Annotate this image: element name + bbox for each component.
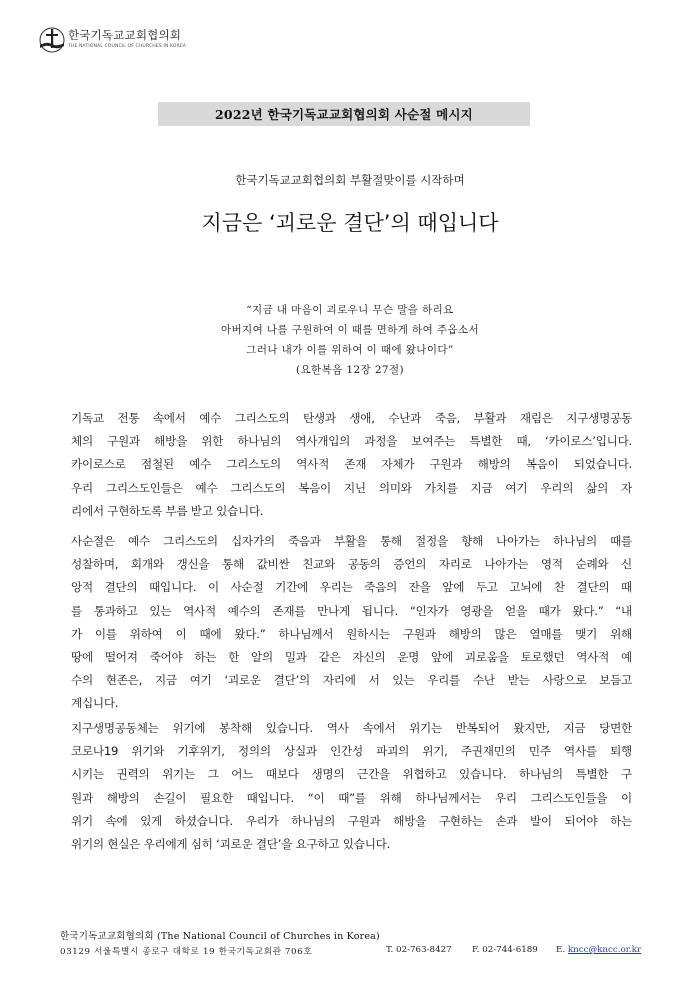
paragraph-line: 체의 구원과 해방을 위한 하나님의 역사개입의 과정을 보여주는 특별한 때, ‘카이로스’입니다. <box>71 434 632 449</box>
footer-address: 03129 서울특별시 종로구 대학로 19 한국기독교회관 706호 <box>60 947 313 957</box>
footer-organization: 한국기독교교회협의회 (The National Council of Churches in Korea) <box>60 931 380 942</box>
document-subtitle: 한국기독교교회협의회 부활절맞이를 시작하며 <box>235 173 465 187</box>
scripture-quote <box>0 300 700 380</box>
verse-citation: (요한복음 12장 27절) <box>295 364 405 376</box>
paragraph-line: 위기의 현실은 우리에게 심히 ‘괴로운 결단’을 요구하고 있습니다. <box>71 836 391 851</box>
paragraph-line: 앙적 결단의 때입니다. 이 사순절 기간에 우리는 죽음의 잔을 앞에 두고 고뇌에 찬 결단의 때 <box>71 580 632 595</box>
footer-email-link[interactable]: kncc@kncc.or.kr <box>567 945 642 955</box>
body-paragraph-1 <box>71 407 632 523</box>
header-logo <box>38 26 228 56</box>
banner-text: 2022년 한국기독교교회협의회 사순절 메시지 <box>215 107 473 122</box>
footer-telephone: T. 02-763-8427 <box>386 945 452 955</box>
paragraph-line: 코로나19 위기와 기후위기, 정의의 상실과 인간성 파괴의 위기, 주권재민의 민주 역사를 퇴행 <box>71 744 632 759</box>
verse-line: 그러나 내가 이를 위하여 이 때에 왔나이다” <box>246 344 454 356</box>
paragraph-line: 우리 그리스도인들은 예수 그리스도의 복음이 지닌 의미와 가치를 지금 여기 우리의 삶의 자 <box>71 480 632 495</box>
org-name-ko: 한국기독교교회협의회 <box>68 28 182 42</box>
paragraph-line: 를 통과하고 있는 역사적 예수의 존재를 만나게 됩니다. “인자가 영광을 얻을 때가 왔다.” “내 <box>71 603 632 618</box>
verse-line: “지금 내 마음이 괴로우니 무슨 말을 하리요 <box>246 304 454 316</box>
paragraph-line: 기독교 전통 속에서 예수 그리스도의 탄생과 생애, 수난과 죽음, 부활과 재림은 지구생명공동 <box>71 411 632 425</box>
paragraph-line: 성찰하며, 회개와 갱신을 통해 값비싼 친교와 공동의 증언의 자리로 나아가는 영적 순례와 신 <box>71 557 632 572</box>
cross-dove-logo-icon <box>38 26 66 54</box>
footer-fax: F. 02-744-6189 <box>472 945 538 955</box>
footer-email-group <box>556 945 641 955</box>
paragraph-line: 지구생명공동체는 위기에 봉착해 있습니다. 역사 속에서 위기는 반복되어 왔지만, 지금 당면한 <box>71 721 632 735</box>
paragraph-line: 땅에 떨어져 죽어야 하는 한 알의 밀과 같은 자신의 운명 앞에 괴로움을 토로했던 역사적 예 <box>71 649 632 664</box>
paragraph-line: 위기 속에 있게 하셨습니다. 우리가 하나님의 구원과 해방을 구현하는 손과 발이 되어야 하는 <box>71 813 632 828</box>
footer-email-label: E. <box>556 945 566 955</box>
org-name-en: THE NATIONAL COUNCIL OF CHURCHES IN KOREA <box>68 44 187 49</box>
body-paragraph-2 <box>71 530 632 716</box>
paragraph-line: 사순절은 예수 그리스도의 십자가의 죽음과 부활을 통해 절정을 향해 나아가는 하나님의 때를 <box>71 534 632 548</box>
paragraph-line: 시키는 권력의 위기는 그 어느 때보다 생명의 근간을 위협하고 있습니다. 하나님의 특별한 구 <box>71 767 632 782</box>
verse-line: 아버지여 나를 구원하여 이 때를 면하게 하여 주옵소서 <box>220 324 480 336</box>
paragraph-line: 가 이를 위하여 이 때에 왔다.” 하나님께서 원하시는 구원과 해방의 많은 열매를 맺기 위해 <box>71 626 632 641</box>
paragraph-line: 원과 해방의 손길이 필요한 때입니다. “이 때”를 위해 하나님께서는 우리 그리스도인들을 이 <box>71 790 632 805</box>
paragraph-line: 리에서 구현하도록 부름 받고 있습니다. <box>71 503 264 518</box>
paragraph-line: 카이로스로 점철된 예수 그리스도의 역사적 존재 자체가 구원과 해방의 복음이 되었습니다. <box>71 457 632 472</box>
document-title: 지금은 ‘괴로운 결단’의 때입니다 <box>201 211 499 235</box>
paragraph-line: 계십니다. <box>71 696 119 711</box>
message-banner <box>158 102 530 126</box>
paragraph-line: 수의 현존은, 지금 여기 ‘괴로운 결단’의 자리에 서 있는 우리를 수난 받는 사랑으로 보듬고 <box>71 673 632 688</box>
body-paragraph-3 <box>71 717 632 856</box>
